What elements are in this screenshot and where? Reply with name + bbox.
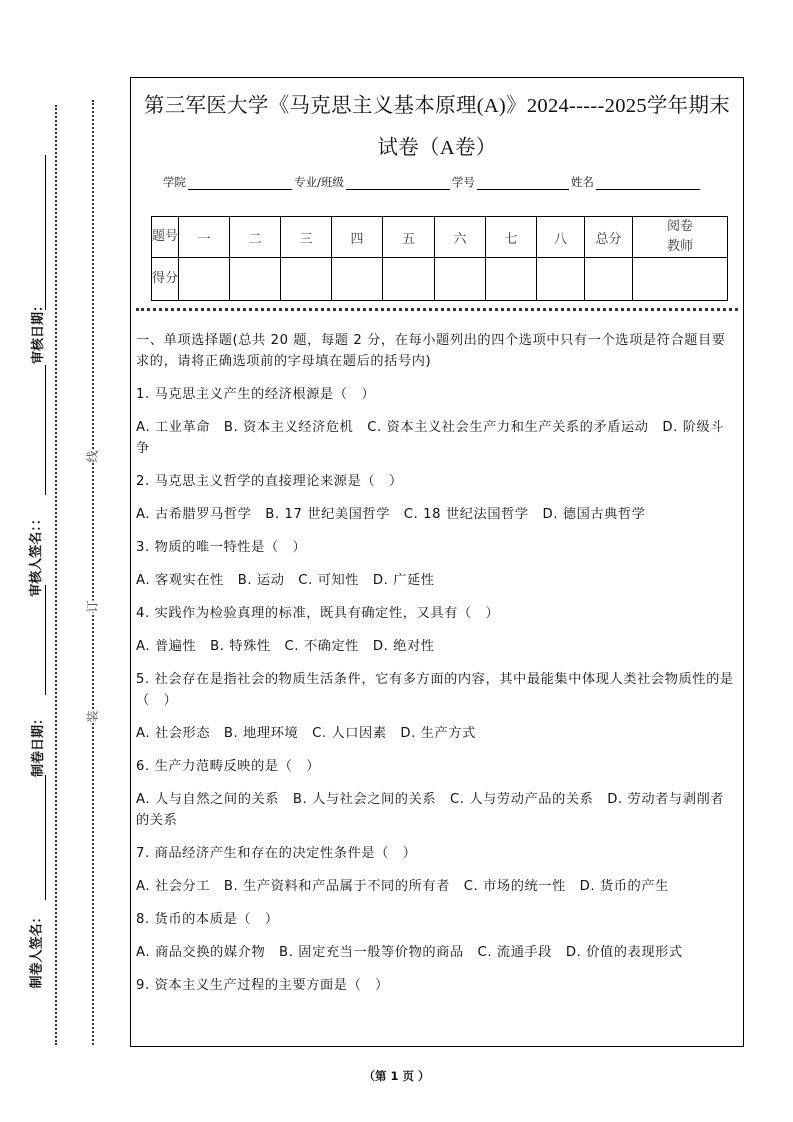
question-stem: 1. 马克思主义产生的经济根源是（ ） xyxy=(136,387,376,402)
binding-mark-line: 线 xyxy=(85,450,100,463)
score-table-score-row xyxy=(152,258,728,301)
score-cell-total[interactable] xyxy=(585,258,633,301)
col-header: 六 xyxy=(435,217,486,258)
col-header: 八 xyxy=(537,217,585,258)
question-options: A. 商品交换的媒介物 B. 固定充当一般等价物的商品 C. 流通手段 D. 价值的表现形式 xyxy=(136,945,683,960)
score-cell-grader[interactable] xyxy=(633,258,728,301)
col-header: 四 xyxy=(332,217,383,258)
question-options: A. 客观实在性 B. 运动 C. 可知性 D. 广延性 xyxy=(136,573,435,588)
binding-mark-mount: 装 xyxy=(85,710,100,723)
reviewer-signature-label: 审核人签名：： xyxy=(28,512,44,597)
score-cell[interactable] xyxy=(332,258,383,301)
review-date-label: 审核日期： xyxy=(31,298,47,365)
dotted-separator xyxy=(136,308,738,311)
exam-subtitle: 试卷（A卷） xyxy=(377,137,497,159)
col-header: 五 xyxy=(383,217,435,258)
signature-line xyxy=(45,365,46,495)
question-stem: 4. 实践作为检验真理的标准，既具有确定性，又具有（ ） xyxy=(136,606,500,621)
question-stem: 8. 货币的本质是（ ） xyxy=(136,912,279,927)
question-stem: 7. 商品经济产生和存在的决定性条件是（ ） xyxy=(136,846,417,861)
question-options: A. 社会形态 B. 地理环境 C. 人口因素 D. 生产方式 xyxy=(136,726,476,741)
exam-page-frame xyxy=(130,77,744,1047)
question-stem: 9. 资本主义生产过程的主要方面是（ ） xyxy=(136,978,389,993)
score-cell[interactable] xyxy=(383,258,435,301)
binding-mark-bind: 订 xyxy=(85,600,100,613)
dotted-line-outer xyxy=(55,105,57,1045)
field-label-student-id: 学号 xyxy=(451,175,475,189)
score-cell[interactable] xyxy=(230,258,281,301)
score-cell[interactable] xyxy=(281,258,332,301)
col-header: 总分 xyxy=(585,217,633,258)
college-field[interactable] xyxy=(188,177,292,190)
score-cell[interactable] xyxy=(435,258,486,301)
score-label: 得分 xyxy=(152,258,179,301)
signature-line xyxy=(45,775,46,900)
compile-date-label: 制卷日期： xyxy=(31,711,47,778)
question-options: A. 人与自然之间的关系 B. 人与社会之间的关系 C. 人与劳动产品的关系 D. 劳动者与剥削者的关系 xyxy=(136,792,725,828)
question-options: A. 社会分工 B. 生产资料和产品属于不同的所有者 C. 市场的统一性 D. 货币的产生 xyxy=(136,879,669,894)
question-options: A. 普遍性 B. 特殊性 C. 不确定性 D. 绝对性 xyxy=(136,639,435,654)
question-options: A. 古希腊罗马哲学 B. 17 世纪美国哲学 C. 18 世纪法国哲学 D. 德国古典哲学 xyxy=(136,507,646,522)
exam-title: 第三军医大学《马克思主义基本原理(A)》2024-----2025学年期末 xyxy=(143,95,731,117)
question-stem: 6. 生产力范畴反映的是（ ） xyxy=(136,759,321,774)
field-label-name: 姓名 xyxy=(570,175,594,189)
signature-line xyxy=(45,585,46,695)
score-table xyxy=(151,216,728,301)
section-heading: 一、单项选择题(总共 20 题，每题 2 分，在每小题列出的四个选项中只有一个选项是符合题目要求的，请将正确选项前的字母填在题后的括号内) xyxy=(136,333,726,369)
name-field[interactable] xyxy=(596,177,700,190)
dotted-line-inner xyxy=(92,100,94,1045)
student-id-field[interactable] xyxy=(477,177,569,190)
col-header-grader: 阅卷教师 xyxy=(633,217,728,258)
field-label-major-class: 专业/班级 xyxy=(294,175,344,189)
col-header: 三 xyxy=(281,217,332,258)
score-cell[interactable] xyxy=(179,258,230,301)
score-cell[interactable] xyxy=(486,258,537,301)
score-cell[interactable] xyxy=(537,258,585,301)
col-header: 七 xyxy=(486,217,537,258)
compiler-signature-label: 制卷人签名： xyxy=(29,910,45,989)
question-stem: 3. 物质的唯一特性是（ ） xyxy=(136,540,307,555)
exam-content xyxy=(136,330,737,1008)
col-header: 二 xyxy=(230,217,281,258)
question-options: A. 工业革命 B. 资本主义经济危机 C. 资本主义社会生产力和生产关系的矛盾运动 D. 阶级斗争 xyxy=(136,420,725,456)
major-class-field[interactable] xyxy=(346,177,450,190)
col-header: 一 xyxy=(179,217,230,258)
score-table-header-row xyxy=(152,217,728,258)
question-stem: 2. 马克思主义哲学的直接理论来源是（ ） xyxy=(136,474,403,489)
page-number: （第 1 页 ） xyxy=(363,1069,430,1083)
student-info-row xyxy=(163,174,702,190)
field-label-college: 学院 xyxy=(163,175,186,189)
question-number-label: 题号 xyxy=(152,217,179,258)
question-stem: 5. 社会存在是指社会的物质生活条件，它有多方面的内容，其中最能集中体现人类社会物质性的是（ ） xyxy=(136,672,734,708)
signature-line xyxy=(45,155,46,310)
